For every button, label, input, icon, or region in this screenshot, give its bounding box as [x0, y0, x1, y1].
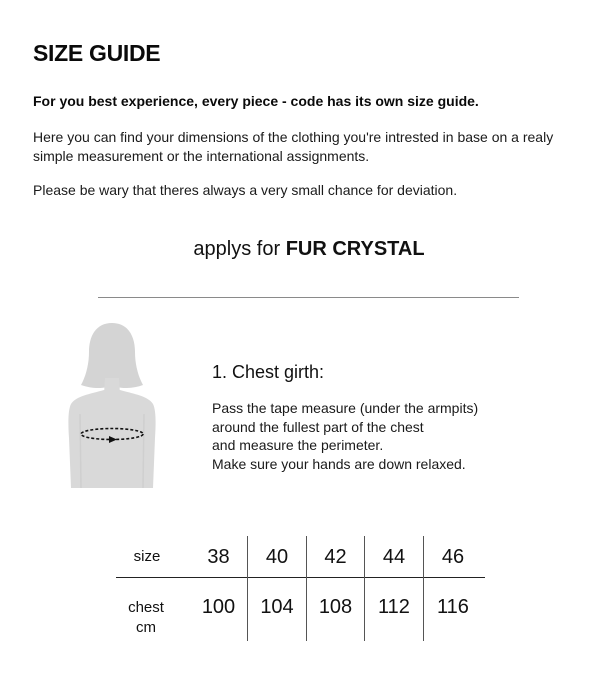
deviation-note: Please be wary that theres always a very small chance for deviation. — [33, 182, 458, 198]
chest-cell: 108 — [318, 596, 353, 618]
table-header-divider — [116, 577, 485, 578]
section-divider — [98, 297, 519, 298]
chest-cell: 104 — [260, 596, 294, 618]
chest-cell: 116 — [437, 596, 469, 618]
measurement-instructions — [212, 399, 532, 473]
instruction-line: Pass the tape measure (under the armpits) — [212, 400, 479, 416]
product-name: FUR CRYSTAL — [285, 238, 425, 260]
size-cell: 40 — [265, 546, 289, 568]
female-silhouette-chest-tape-icon — [62, 318, 162, 493]
size-cell: 46 — [441, 546, 465, 568]
intro-paragraph: Here you can find your dimensions of the clothing you're intrested in base on a realy simple measurement or the international assignments. — [33, 129, 554, 164]
chest-cell: 100 — [201, 596, 236, 618]
instruction-line: around the fullest part of the chest — [212, 418, 424, 435]
measurement-title: 1. Chest girth: — [212, 362, 325, 382]
instruction-line: Make sure your hands are down relaxed. — [212, 455, 466, 472]
intro-highlight: For you best experience, every piece - code has its own size guide. — [33, 93, 479, 109]
size-row-label: size — [133, 548, 161, 565]
chest-unit-label: cm — [136, 619, 156, 636]
chest-row-label — [116, 598, 176, 638]
instruction-line: and measure the perimeter. — [212, 437, 384, 453]
chest-cell: 112 — [378, 596, 410, 618]
chest-label: chest — [128, 599, 164, 616]
applies-prefix: applys for — [193, 238, 281, 260]
page-title: SIZE GUIDE — [33, 40, 161, 66]
size-cell: 44 — [382, 546, 406, 568]
applies-for-line — [0, 238, 600, 261]
size-cell: 42 — [324, 546, 347, 568]
size-cell: 38 — [207, 546, 230, 568]
